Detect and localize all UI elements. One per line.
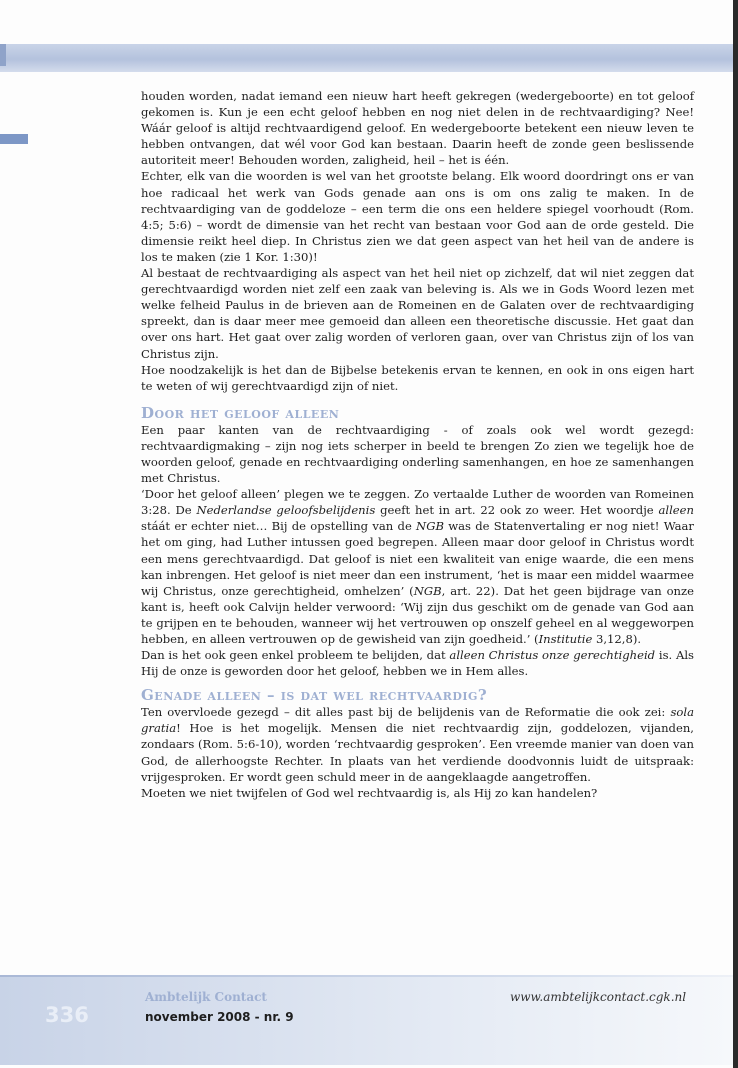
- publication-title: Ambtelijk Contact: [145, 990, 267, 1004]
- paragraph: ‘Door het geloof alleen’ plegen we te zeggen. Zo vertaalde Luther de woorden van Romeinen 3:28. De Nederlandse geloofsbelijdenis geeft het in art. 22 ook zo weer. Het woordje alleen stáát er echter niet… Bij de opstelling van de NGB was de Statenvertaling er nog niet! Waar het om ging, had Luther intussen goed begrepen. Alleen maar door geloof in Christus wordt een mens gerechtvaardigd. Dat geloof is niet een kwaliteit van enige waarde, die een mens kan inbrengen. Het geloof is niet meer dan een instrument, ‘het is maar een middel waarmee wij Christus, onze gerechtigheid, omhelzen’ (NGB, art. 22). Dat het geen bijdrage van onze kant is, heeft ook Calvijn helder verwoord: ‘Wij zijn dus geschikt om de genade van God aan te grijpen en te behouden, wanneer wij het vertrouwen op onszelf geheel en al weggeworpen hebben, en alleen vertrouwen op de gewisheid van zijn goedheid.’ (Institutie 3,12,8).: [141, 487, 694, 646]
- paragraph: Hoe noodzakelijk is het dan de Bijbelse betekenis ervan te kennen, en ook in ons eigen hart te weten of wij gerechtvaardigd zijn of niet.: [141, 362, 694, 393]
- section-heading: Genade alleen – is dat wel rechtvaardig?: [141, 686, 488, 705]
- page-number: 336: [45, 1003, 89, 1027]
- margin-accent-mark: [0, 134, 28, 144]
- issue-info: november 2008 - nr. 9: [145, 1010, 294, 1024]
- paragraph: Dan is het ook geen enkel probleem te belijden, dat alleen Christus onze gerechtigheid is. Als Hij de onze is geworden door het geloof, hebben we in Hem alles.: [141, 648, 694, 679]
- section-heading: Door het geloof alleen: [141, 403, 340, 422]
- paragraph: Ten overvloede gezegd – dit alles past bij de belijdenis van de Reformatie die ook zei: sola gratia! Hoe is het mogelijk. Mensen die niet rechtvaardig zijn, goddelozen, vijanden, zondaars (Rom. 5:6-10), worden ‘rechtvaardig gesproken’. Een vreemde manier van doen van God, de allerhoogste Rechter. In plaats van het verdiende doodvonnis luidt de uitspraak: vrijgesproken. Er wordt geen schuld meer in de aangeklaagde aangetroffen.: [141, 705, 694, 784]
- article-body: [141, 88, 694, 801]
- paragraph: Een paar kanten van de rechtvaardiging - of zoals ook wel wordt gezegd: rechtvaardigmaking – zijn nog iets scherper in beeld te brengen Zo zien we tegelijk hoe de woorden geloof, genade en rechtvaardiging onderling samenhangen, en hoe ze samenhangen met Christus.: [141, 422, 694, 486]
- paragraph: Al bestaat de rechtvaardiging als aspect van het heil niet op zichzelf, dat wil niet zeggen dat gerechtvaardigd worden niet zelf een zaak van beleving is. Als we in Gods Woord lezen met welke felheid Paulus in de brieven aan de Romeinen en de Galaten over de rechtvaardiging spreekt, dan is daar meer mee gemoeid dan alleen een theoretische discussie. Het gaat dan over ons hart. Het gaat over zalig worden of verloren gaan, over van Christus zijn of los van Christus zijn.: [141, 266, 694, 361]
- page-edge: [733, 0, 738, 1068]
- header-accent-mark: [0, 44, 6, 66]
- paragraph: houden worden, nadat iemand een nieuw hart heeft gekregen (wedergeboorte) en tot geloof gekomen is. Kun je een echt geloof hebben en nog niet delen in de rechtvaardiging? Nee! Wáár geloof is altijd rechtvaardigend geloof. En wedergeboorte betekent een nieuw leven te hebben ontvangen, dat wél voor God kan bestaan. Daarin heeft de zonde geen beslissende autoriteit meer! Behouden worden, zaligheid, heil – het is één.: [141, 89, 694, 168]
- header-band: [0, 44, 735, 72]
- website-url: www.ambtelijkcontact.cgk.nl: [510, 990, 687, 1004]
- paragraph: Moeten we niet twijfelen of God wel rechtvaardig is, als Hij zo kan handelen?: [141, 785, 598, 800]
- paragraph: Echter, elk van die woorden is wel van het grootste belang. Elk woord doordringt ons er van hoe radicaal het werk van Gods genade aan ons is om ons zalig te maken. In de rechtvaardiging van de goddeloze – een term die ons een heldere spiegel voorhoudt (Rom. 4:5; 5:6) – wordt de dimensie van het recht van bestaan voor God aan de orde gesteld. Die dimensie reikt heel diep. In Christus zien we dat geen aspect van het heil van de andere is los te maken (zie 1 Kor. 1:30)!: [141, 169, 694, 264]
